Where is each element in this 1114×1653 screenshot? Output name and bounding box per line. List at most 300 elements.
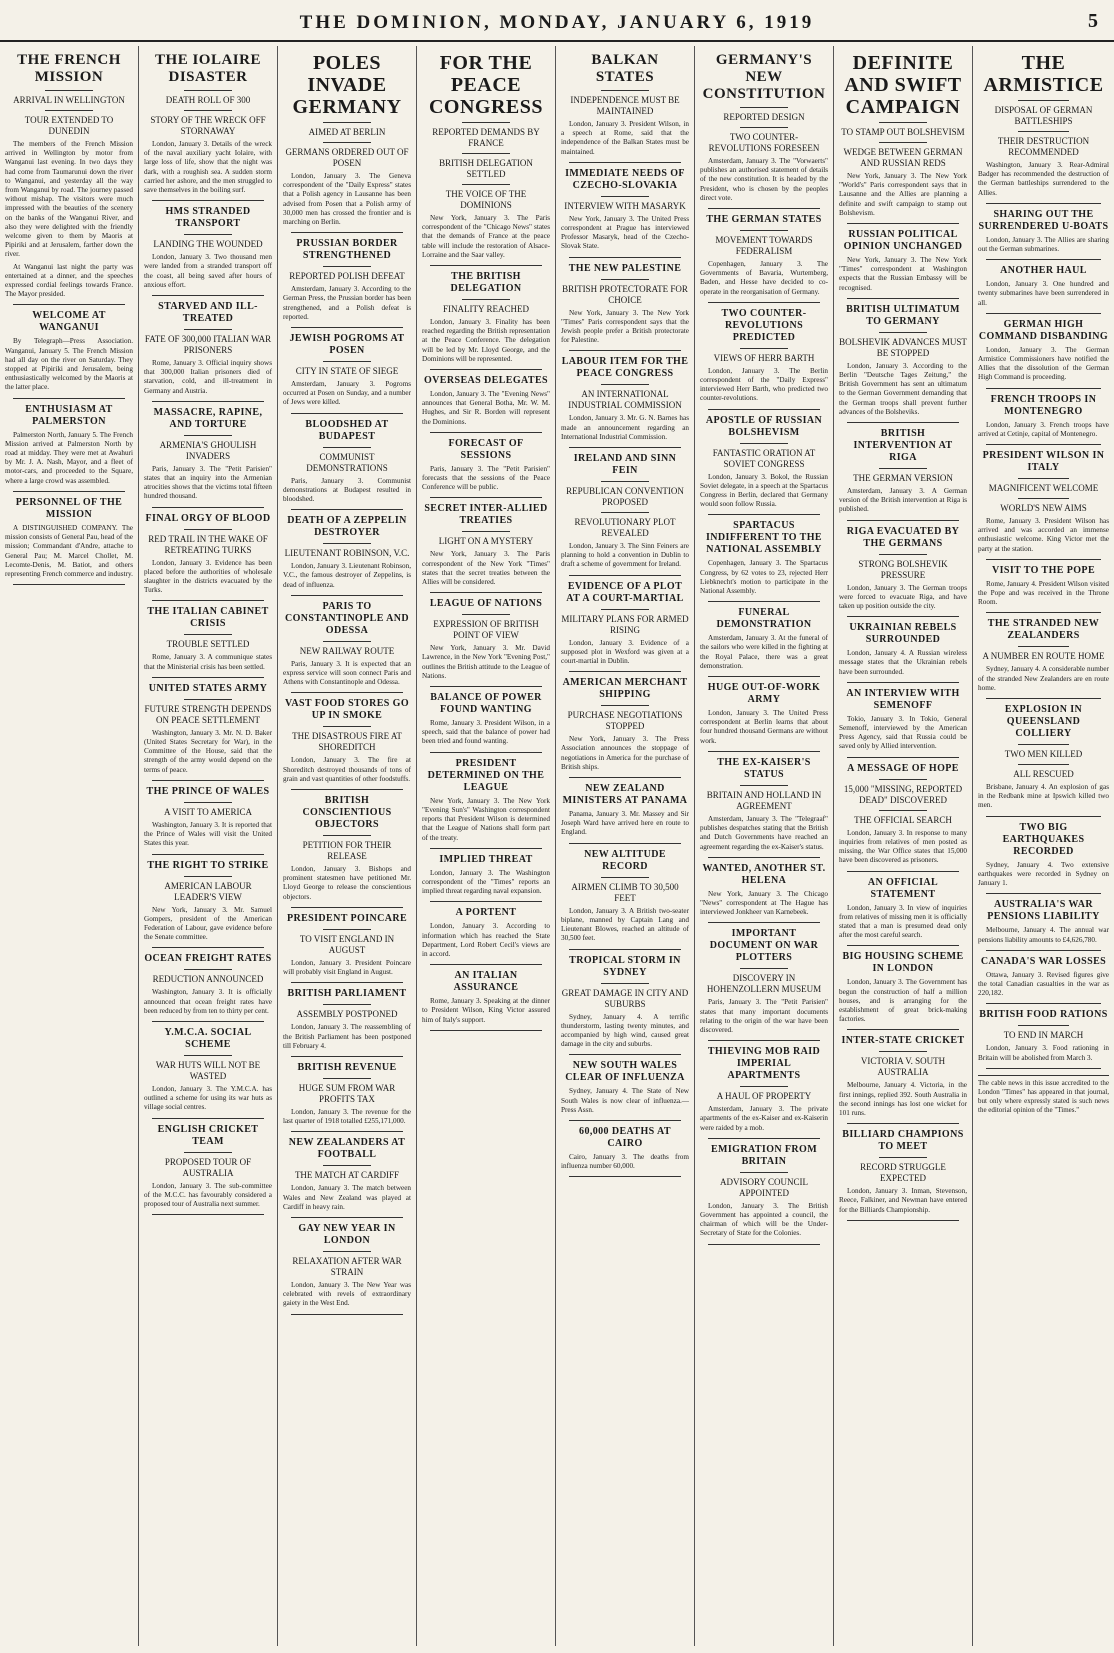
- divider: [184, 529, 232, 530]
- body-paragraph: Cairo, January 3. The deaths from influenza number 60,000.: [561, 1152, 689, 1171]
- article: [422, 907, 550, 965]
- divider: [462, 614, 510, 615]
- divider: [323, 929, 371, 930]
- headline: IMPLIED THREAT: [439, 853, 533, 865]
- body-paragraph: Tokio, January 3. In Tokio, General Semenoff, interviewed by the American Press Agency, said that Russia could be saved only by Allied intervention.: [839, 714, 967, 751]
- headline: BLOODSHED AT BUDAPEST: [305, 418, 389, 442]
- divider: [323, 1004, 371, 1005]
- article-divider: [291, 1056, 403, 1057]
- subheadline: FATE OF 300,000 ITALIAN WAR PRISONERS: [144, 334, 272, 356]
- article: [144, 52, 272, 201]
- article: [561, 1060, 689, 1121]
- article: [700, 52, 828, 209]
- divider: [323, 543, 371, 544]
- divider: [184, 435, 232, 436]
- article: [283, 698, 411, 790]
- subheadline: MILITARY PLANS FOR ARMED RISING: [561, 613, 689, 635]
- article: [978, 618, 1109, 699]
- body-paragraph: Melbourne, January 4. Victoria, in the first innings, replied 392. South Australia in the second innings has lost one wicket for 101 runs.: [839, 1081, 967, 1117]
- subheadline: REPORTED DEMANDS BY FRANCE: [432, 127, 540, 148]
- subheadline: LANDING THE WOUNDED: [153, 239, 263, 250]
- subheadline: THE DISASTROUS FIRE AT SHOREDITCH: [292, 731, 402, 753]
- body-paragraph: London, January 3. The revenue for the last quarter of 1918 totalled £255,171,000.: [283, 1107, 411, 1126]
- article: [144, 1027, 272, 1119]
- body-paragraph: Sydney, January 4. A considerable number of the stranded New Zealanders are en route home.: [978, 665, 1109, 692]
- article-divider: [847, 422, 959, 423]
- article: [978, 899, 1109, 950]
- body-paragraph: Paris, January 3. The "Petit Parisien" states that many important documents relating to the origin of the war have been discovered.: [700, 998, 828, 1034]
- column-4: [417, 46, 556, 1646]
- article-divider: [708, 409, 820, 410]
- headline: ANOTHER HAUL: [1000, 265, 1087, 277]
- divider: [601, 196, 649, 197]
- article: [978, 704, 1109, 817]
- article-divider: [569, 1176, 681, 1177]
- body-paragraph: London, January 3. In response to many inquiries from relatives of men posted as missing, the War Office states that 15,000 have been discovered as prisoners.: [839, 828, 967, 865]
- headline: BILLIARD CHAMPIONS TO MEET: [842, 1129, 964, 1153]
- body-paragraph: Washington, January 3. It is officially announced that ocean freight rates have been reduced by from ten to thirty per cent.: [144, 988, 272, 1015]
- headline: TWO BIG EARTHQUAKES RECORDED: [1002, 821, 1085, 857]
- article-divider: [708, 514, 820, 515]
- headline: LABOUR ITEM FOR THE PEACE CONGRESS: [561, 356, 689, 380]
- article: [700, 1144, 828, 1245]
- article: [144, 206, 272, 296]
- article: [839, 877, 967, 947]
- headline: EVIDENCE OF A PLOT AT A COURT-MARTIAL: [566, 580, 684, 604]
- divider: [879, 142, 927, 143]
- subheadline: REDUCTION ANNOUNCED: [152, 974, 264, 985]
- subheadline: FUTURE STRENGTH DEPENDS ON PEACE SETTLEMENT: [144, 703, 272, 725]
- article-divider: [430, 686, 542, 687]
- article-divider: [986, 388, 1101, 389]
- article: [700, 520, 828, 602]
- article-divider: [291, 232, 403, 233]
- masthead: [0, 0, 1114, 42]
- headline: THE EX-KAISER'S STATUS: [717, 756, 811, 780]
- subheadline: MAGNIFICENT WELCOME: [988, 483, 1099, 494]
- body-paragraph: London, January 3. The United Press correspondent at Berlin learns that about four hundred thousand Germans are without work.: [700, 709, 828, 745]
- article: [283, 419, 411, 511]
- subheadline: GERMANS ORDERED OUT OF POSEN: [285, 147, 409, 168]
- headline: BRITISH CONSCIENTIOUS OBJECTORS: [302, 795, 392, 831]
- article-divider: [152, 200, 264, 201]
- body-paragraph: New York, January 3. The New York "Evening Sun's" Washington correspondent reports that President Wilson is determined that the League of Nations shall form part of the treaty.: [422, 796, 550, 842]
- body-paragraph: London, January 3. The Washington correspondent of the "Times" reports an implied threat regarding naval expansion.: [422, 868, 550, 896]
- headline: SHARING OUT THE SURRENDERED U-BOATS: [978, 208, 1109, 232]
- article-divider: [291, 1131, 403, 1132]
- divider: [323, 266, 371, 267]
- divider: [462, 153, 510, 154]
- article-divider: [708, 1138, 820, 1139]
- divider: [1018, 1025, 1069, 1026]
- subheadline: AN INTERNATIONAL INDUSTRIAL COMMISSION: [568, 389, 682, 411]
- subheadline: DISCOVERY IN HOHENZOLLERN MUSEUM: [706, 973, 822, 995]
- body-paragraph: Panama, January 3. Mr. Massey and Sir Joseph Ward have arrived here en route to England.: [561, 810, 689, 837]
- divider: [879, 554, 927, 555]
- body-paragraph: London, January 3. The fire at Shoreditch destroyed thousands of tons of grain and vast quantities of other foodstuffs.: [283, 756, 411, 783]
- article-divider: [847, 298, 959, 299]
- article: [561, 453, 689, 576]
- subheadline: RED TRAIL IN THE WAKE OF RETREATING TURKS: [148, 533, 268, 555]
- headline: EMIGRATION FROM BRITAIN: [710, 1143, 818, 1167]
- article-divider: [291, 509, 403, 510]
- subheadline: FANTASTIC ORATION AT SOVIET CONGRESS: [712, 447, 816, 469]
- headline: BRITISH REVENUE: [297, 1061, 397, 1073]
- body-paragraph: A DISTINGUISHED COMPANY. The mission consists of General Pau, head of the mission; Commandant d'Andre, attache to General Pau; M. Marcel Chollet, M. Lecomte-Denis, M. Batiot, and others representing French commerce and industry.: [5, 523, 133, 578]
- headline: PERSONNEL OF THE MISSION: [15, 496, 123, 520]
- article: [839, 622, 967, 683]
- body-paragraph: Amsterdam, January 3. Pogroms occurred at Posen on Sunday, and a number of Jews were killed.: [283, 380, 411, 407]
- article-divider: [13, 491, 125, 492]
- divider: [740, 127, 788, 128]
- article-divider: [291, 692, 403, 693]
- article: [144, 683, 272, 781]
- divider: [601, 705, 649, 706]
- article: [839, 428, 967, 521]
- body-paragraph: Sydney, January 4. A terrific thunderstorm, lasting twenty minutes, and accompanied by high wind, caused great damage in the city and suburbs.: [561, 1012, 689, 1049]
- article-divider: [986, 698, 1101, 699]
- subheadline: ARRIVAL IN WELLINGTON: [13, 95, 125, 105]
- divider: [184, 802, 232, 803]
- article: [422, 758, 550, 849]
- article-divider: [847, 682, 959, 683]
- article-divider: [291, 1314, 403, 1315]
- body-paragraph: London, January 3. Finality has been reached regarding the British representation at the Peace Conference. The delegation will be led by Mr. Lloyd George, and the Dominions will be represented.: [422, 318, 550, 363]
- article: [700, 928, 828, 1041]
- subheadline: PROPOSED TOUR OF AUSTRALIA: [164, 1156, 252, 1178]
- body-paragraph: At Wanganui last night the party was entertained at a dinner, and the speeches expressed cordial feelings towards France. The Mayor presided.: [5, 262, 133, 299]
- divider: [462, 299, 510, 300]
- divider: [323, 835, 371, 836]
- article-divider: [569, 162, 681, 163]
- headline: PRESIDENT POINCARE: [286, 912, 408, 924]
- headline: HUGE OUT-OF-WORK ARMY: [707, 682, 821, 706]
- body-paragraph: London, January 3. French troops have arrived at Cetinje, capital of Montenegro.: [978, 420, 1109, 438]
- article: [700, 757, 828, 858]
- article: [978, 319, 1109, 389]
- article-divider: [708, 857, 820, 858]
- article: [283, 1062, 411, 1132]
- article: [839, 1129, 967, 1221]
- divider: [1018, 100, 1069, 101]
- article: [839, 526, 967, 618]
- body-paragraph: Amsterdam, January 3. According to the German Press, the Prussian border has been strengthened, and a Polish defeat is reported.: [283, 285, 411, 321]
- body-paragraph: New York, January 3. The New York "Times" correspondent at Washington expects that the Russian Embassy will be recognised.: [839, 256, 967, 292]
- article: [839, 763, 967, 872]
- divider: [462, 531, 510, 532]
- article-divider: [569, 1054, 681, 1055]
- body-paragraph: Paris, January 3. It is expected that an express service will soon connect Paris and Athens with Constantinople and Odessa.: [283, 659, 411, 687]
- headline: PRUSSIAN BORDER STRENGTHENED: [296, 238, 398, 262]
- subheadline: TROUBLE SETTLED: [166, 639, 250, 650]
- divider: [879, 779, 927, 780]
- article-divider: [430, 752, 542, 753]
- headline: BRITISH ULTIMATUM TO GERMANY: [846, 303, 960, 327]
- article-divider: [708, 751, 820, 752]
- article: [283, 238, 411, 328]
- body-paragraph: London, January 3. The Geneva correspondent of the "Daily Express" states that a Polish agency in Lausanne has been advised from Posen that a Polish army of 30,000 men has crossed the frontier and is marching on Berlin.: [283, 172, 411, 227]
- body-paragraph: London, January 3. The Allies are sharing out the German submarines.: [978, 235, 1109, 254]
- headline: THE BRITISH DELEGATION: [450, 271, 522, 295]
- headline: FUNERAL DEMONSTRATION: [716, 607, 812, 631]
- body-paragraph: London, January 3. The "Evening News" announces that General Botha, Mr. W. M. Hughes, and Sir R. Borden will represent the Dominions.: [422, 390, 550, 426]
- divider: [601, 481, 649, 482]
- body-paragraph: Paris, January 3. The "Petit Parisien" states that an inquiry into the Armenian atrocities shows that the victims total fifteen hundred thousand.: [144, 464, 272, 501]
- body-paragraph: Washington, January 3. Rear-Admiral Badger has recommended the destruction of the German battleships surrendered to the Allies.: [978, 161, 1109, 197]
- article: [978, 450, 1109, 560]
- headline: POLES INVADE GERMANY: [292, 52, 402, 118]
- body-paragraph: Paris, January 3. The "Petit Parisien" forecasts that the sessions of the Peace Conference will be public.: [422, 464, 550, 492]
- article-divider: [986, 950, 1101, 951]
- subheadline: AIMED AT BERLIN: [308, 127, 386, 137]
- body-paragraph: London, January 3. The reassembling of the British Parliament has been postponed till February 4.: [283, 1023, 411, 1050]
- subheadline: 15,000 "MISSING, REPORTED DEAD" DISCOVERED: [843, 783, 963, 805]
- column-8: [973, 46, 1114, 1646]
- headline: GERMANY'S NEW CONSTITUTION: [702, 52, 826, 102]
- headline: FOR THE PEACE CONGRESS: [428, 52, 544, 118]
- subheadline: GREAT DAMAGE IN CITY AND SUBURBS: [561, 987, 689, 1009]
- article-divider: [152, 1214, 264, 1215]
- divider: [601, 877, 649, 878]
- article-divider: [152, 295, 264, 296]
- headline: NEW ZEALANDERS AT FOOTBALL: [288, 1137, 406, 1161]
- divider: [879, 1157, 927, 1158]
- headline: FINAL ORGY OF BLOOD: [145, 512, 271, 524]
- subheadline: REPUBLICAN CONVENTION PROPOSED: [566, 486, 684, 508]
- article-divider: [708, 601, 820, 602]
- divider: [879, 1051, 927, 1052]
- divider: [184, 234, 232, 235]
- divider: [740, 1172, 788, 1173]
- headline: IMPORTANT DOCUMENT ON WAR PLOTTERS: [709, 928, 819, 964]
- article: [422, 375, 550, 433]
- headline: THE GERMAN STATES: [706, 214, 822, 226]
- article: [978, 565, 1109, 614]
- headline: IMMEDIATE NEEDS OF CZECHO-SLOVAKIA: [565, 167, 685, 191]
- subheadline: THE VOICE OF THE DOMINIONS: [445, 189, 527, 210]
- headline: Y.M.C.A. SOCIAL SCHEME: [164, 1026, 252, 1050]
- subheadline: FINALITY REACHED: [443, 304, 529, 315]
- body-paragraph: New York, January 3. The Press Association announces the stoppage of negotiations in America for the purchase of British ships.: [561, 735, 689, 771]
- article: [283, 795, 411, 908]
- article-divider: [430, 369, 542, 370]
- body-paragraph: Rome, January 3. A communique states that the Ministerial crisis has been settled.: [144, 653, 272, 671]
- divider: [879, 332, 927, 333]
- article: [5, 404, 133, 492]
- article: [283, 601, 411, 694]
- subheadline: AIRMEN CLIMB TO 30,500 FEET: [571, 881, 679, 903]
- divider: [740, 348, 788, 349]
- divider: [323, 142, 371, 143]
- article-divider: [430, 1030, 542, 1031]
- article-divider: [986, 259, 1101, 260]
- headline: LEAGUE OF NATIONS: [429, 598, 543, 610]
- body-paragraph: Rome, January 3. President Wilson has arrived and was accorded an immense enthusiastic welcome. King Victor met the party at the station.: [978, 517, 1109, 553]
- subheadline: WORLD'S NEW AIMS: [1000, 503, 1087, 514]
- headline: APOSTLE OF RUSSIAN BOLSHEVISM: [705, 414, 823, 438]
- divider: [1018, 131, 1069, 132]
- divider: [323, 726, 371, 727]
- article: [283, 1137, 411, 1218]
- divider: [1018, 498, 1069, 499]
- headline: OVERSEAS DELEGATES: [424, 375, 548, 387]
- article: [839, 1035, 967, 1124]
- article-divider: [569, 575, 681, 576]
- article: [561, 849, 689, 950]
- body-paragraph: New York, January 3. The Paris correspondent of the New York "Times" states that the secret treaties between the Allies will be considered.: [422, 550, 550, 587]
- body-paragraph: London, January 3. One hundred and twenty submarines have been surrendered in all.: [978, 280, 1109, 307]
- article-divider: [291, 1217, 403, 1218]
- divider: [1018, 764, 1069, 765]
- article: [5, 497, 133, 585]
- article: [561, 52, 689, 163]
- headline: AN INTERVIEW WITH SEMENOFF: [846, 687, 960, 711]
- subheadline: PURCHASE NEGOTIATIONS STOPPED: [567, 710, 683, 732]
- subheadline: STRONG BOLSHEVIK PRESSURE: [858, 558, 948, 580]
- article: [978, 265, 1109, 314]
- column-5: [556, 46, 695, 1646]
- subheadline: REPORTED DESIGN: [723, 112, 805, 122]
- divider: [601, 384, 649, 385]
- body-paragraph: London, January 3. According to information which has reached the State Department, Lord Robert Cecil's views are in accord.: [422, 922, 550, 958]
- body-paragraph: Copenhagen, January 3. The Spartacus Congress, by 62 votes to 23, rejected Herr Liebknecht's motion to participate in the National Assembly.: [700, 559, 828, 596]
- divider: [601, 512, 649, 513]
- subheadline: NEW RAILWAY ROUTE: [299, 645, 395, 656]
- body-paragraph: London, January 3. Bishops and prominent statesmen have petitioned Mr. Lloyd George to release the conscientious objectors.: [283, 865, 411, 901]
- divider: [879, 468, 927, 469]
- article-divider: [708, 208, 820, 209]
- subheadline: INTERVIEW WITH MASARYK: [564, 200, 686, 211]
- article: [422, 503, 550, 593]
- headline: DEATH OF A ZEPPELIN DESTROYER: [287, 515, 407, 539]
- body-paragraph: New York, January 3. The Paris correspondent of the "Chicago News" states that the demands of France at the peace table will include the restoration of Alsace-Lorraine and the Saar valley.: [422, 214, 550, 259]
- divider: [462, 184, 510, 185]
- divider: [184, 90, 232, 91]
- article-divider: [708, 922, 820, 923]
- headline: AN ITALIAN ASSURANCE: [453, 970, 519, 994]
- headline: HMS STRANDED TRANSPORT: [165, 206, 251, 230]
- divider: [323, 1251, 371, 1252]
- article-divider: [430, 848, 542, 849]
- article: [422, 692, 550, 753]
- subheadline: HUGE SUM FROM WAR PROFITS TAX: [298, 1082, 396, 1104]
- subheadline: TWO COUNTER-REVOLUTIONS FORESEEN: [708, 132, 820, 153]
- article-divider: [986, 1068, 1101, 1069]
- subheadline: TWO MEN KILLED: [1004, 749, 1083, 760]
- article: [700, 308, 828, 410]
- headline: OCEAN FREIGHT RATES: [144, 953, 272, 965]
- article: [422, 598, 550, 687]
- divider: [184, 329, 232, 330]
- article: [700, 214, 828, 303]
- article: [839, 951, 967, 1030]
- headline: AN OFFICIAL STATEMENT: [867, 876, 939, 900]
- body-paragraph: Rome, January 4. President Wilson visited the Pope and was received in the Throne Room.: [978, 579, 1109, 607]
- body-paragraph: London, January 3. President Poincare will probably visit England in August.: [283, 958, 411, 977]
- subheadline: VICTORIA V. SOUTH AUSTRALIA: [860, 1056, 946, 1078]
- column-6: [695, 46, 834, 1646]
- body-paragraph: New York, January 3. The Chicago "News" correspondent at The Hague has interviewed Jonkheer van Karnebeek.: [700, 889, 828, 917]
- headline: NEW ALTITUDE RECORD: [584, 848, 666, 872]
- body-paragraph: New York, January 3. The New York "Times" Paris correspondent says that the Jewish people prefer a British protectorate for Palestine.: [561, 308, 689, 345]
- article-divider: [291, 789, 403, 790]
- body-paragraph: London, January 3. Details of the wreck of the naval auxiliary yacht Iolaire, with large loss of life, show that the night was dark, with a roughish sea. A sudden storm carried her ashore, and the men struggled to save themselves in the boiling surf.: [144, 140, 272, 195]
- headline: THE PRINCE OF WALES: [146, 785, 270, 797]
- body-paragraph: Paris, January 3. Communist demonstrations at Budapest resulted in bloodshed.: [283, 476, 411, 504]
- article: [978, 209, 1109, 260]
- body-paragraph: Copenhagen, January 3. The Governments of Bavaria, Wurtemberg, Baden, and Hesse have decided to co-operate in the reorganisation of Germany.: [700, 260, 828, 296]
- headline: RIGA EVACUATED BY THE GERMANS: [846, 525, 960, 549]
- subheadline: RELAXATION AFTER WAR STRAIN: [292, 1255, 402, 1277]
- masthead-title: THE DOMINION, MONDAY, JANUARY 6, 1919: [299, 12, 815, 33]
- body-paragraph: London, January 3. Evidence of a supposed plot in Wexford was given at a court-martial in Dublin.: [561, 638, 689, 666]
- article-divider: [152, 780, 264, 781]
- article: [978, 956, 1109, 1005]
- subheadline: ADVISORY COUNCIL APPOINTED: [720, 1176, 808, 1198]
- subheadline: VIEWS OF HERR BARTH: [713, 352, 815, 363]
- body-paragraph: London, January 3. The Sinn Feiners are planning to hold a convention in Dublin to draft a scheme of government for Ireland.: [561, 542, 689, 569]
- body-paragraph: London, January 3. Bokol, the Russian Soviet delegate, in a speech at the Spartacus Congress in Berlin, declared that Germany would soon follow Russia.: [700, 472, 828, 509]
- article-divider: [847, 945, 959, 946]
- body-paragraph: London, January 3. The sub-committee of the M.C.C. has favourably considered a proposed tour of Australia next summer.: [144, 1181, 272, 1208]
- article-divider: [708, 676, 820, 677]
- article-divider: [847, 871, 959, 872]
- article-divider: [986, 612, 1101, 613]
- body-paragraph: London, January 3. The German troops were forced to evacuate Riga, and have taken up position outside the city.: [839, 583, 967, 611]
- headline: GAY NEW YEAR IN LONDON: [298, 1222, 396, 1246]
- body-paragraph: London, January 3. Lieutenant Robinson, V.C., the famous destroyer of Zeppelins, is dead of influenza.: [283, 562, 411, 589]
- subheadline: A HAUL OF PROPERTY: [716, 1091, 812, 1102]
- body-paragraph: London, January 3. Mr. G. N. Barnes has made an announcement regarding an International Industrial Commission.: [561, 414, 689, 441]
- headline: BALANCE OF POWER FOUND WANTING: [430, 692, 542, 716]
- subheadline: A VISIT TO AMERICA: [163, 806, 253, 817]
- article: [700, 415, 828, 516]
- body-paragraph: London, January 3. The British Government has appointed a council, the chairman of which will be the Under-Secretary of State for the Colonies.: [700, 1201, 828, 1238]
- divider: [323, 1165, 371, 1166]
- subheadline: DEATH ROLL OF 300: [165, 95, 251, 105]
- divider: [184, 1152, 232, 1153]
- article: [561, 783, 689, 844]
- subheadline: WAR HUTS WILL NOT BE WASTED: [155, 1059, 261, 1081]
- body-paragraph: Sydney, January 4. Two extensive earthquakes were recorded in Sydney on January 1.: [978, 860, 1109, 888]
- headline: 60,000 DEATHS AT CAIRO: [579, 1125, 671, 1149]
- headline: PRESIDENT DETERMINED ON THE LEAGUE: [427, 757, 545, 793]
- article: [839, 52, 967, 224]
- subheadline: TOUR EXTENDED TO DUNEDIN: [24, 115, 114, 136]
- subheadline: BRITISH PROTECTORATE FOR CHOICE: [562, 283, 688, 305]
- article: [561, 263, 689, 352]
- headline: THE RIGHT TO STRIKE: [147, 859, 269, 871]
- body-paragraph: Brisbane, January 4. An explosion of gas in the Redbank mine at Ipswich killed two men.: [978, 783, 1109, 810]
- body-paragraph: Rome, January 3. Official inquiry shows that 300,000 Italian prisoners died of starvation, cold, and ill-treatment in Germany and Austria.: [144, 359, 272, 395]
- article: [700, 863, 828, 924]
- headline: THE STRANDED NEW ZEALANDERS: [987, 618, 1100, 642]
- body-paragraph: London, January 3. The Government has begun the construction of half a million houses, and is arranging for the establishment of great brick-making factories.: [839, 978, 967, 1024]
- article-divider: [569, 257, 681, 258]
- article-divider: [986, 816, 1101, 817]
- article: [700, 607, 828, 677]
- article-divider: [430, 497, 542, 498]
- divider: [323, 447, 371, 448]
- subheadline: CITY IN STATE OF SIEGE: [295, 366, 399, 377]
- article: [283, 913, 411, 983]
- article-divider: [847, 223, 959, 224]
- article: [561, 955, 689, 1056]
- divider: [740, 1086, 788, 1087]
- article: [561, 168, 689, 258]
- headline: PRESIDENT WILSON IN ITALY: [982, 450, 1105, 474]
- divider: [184, 1055, 232, 1056]
